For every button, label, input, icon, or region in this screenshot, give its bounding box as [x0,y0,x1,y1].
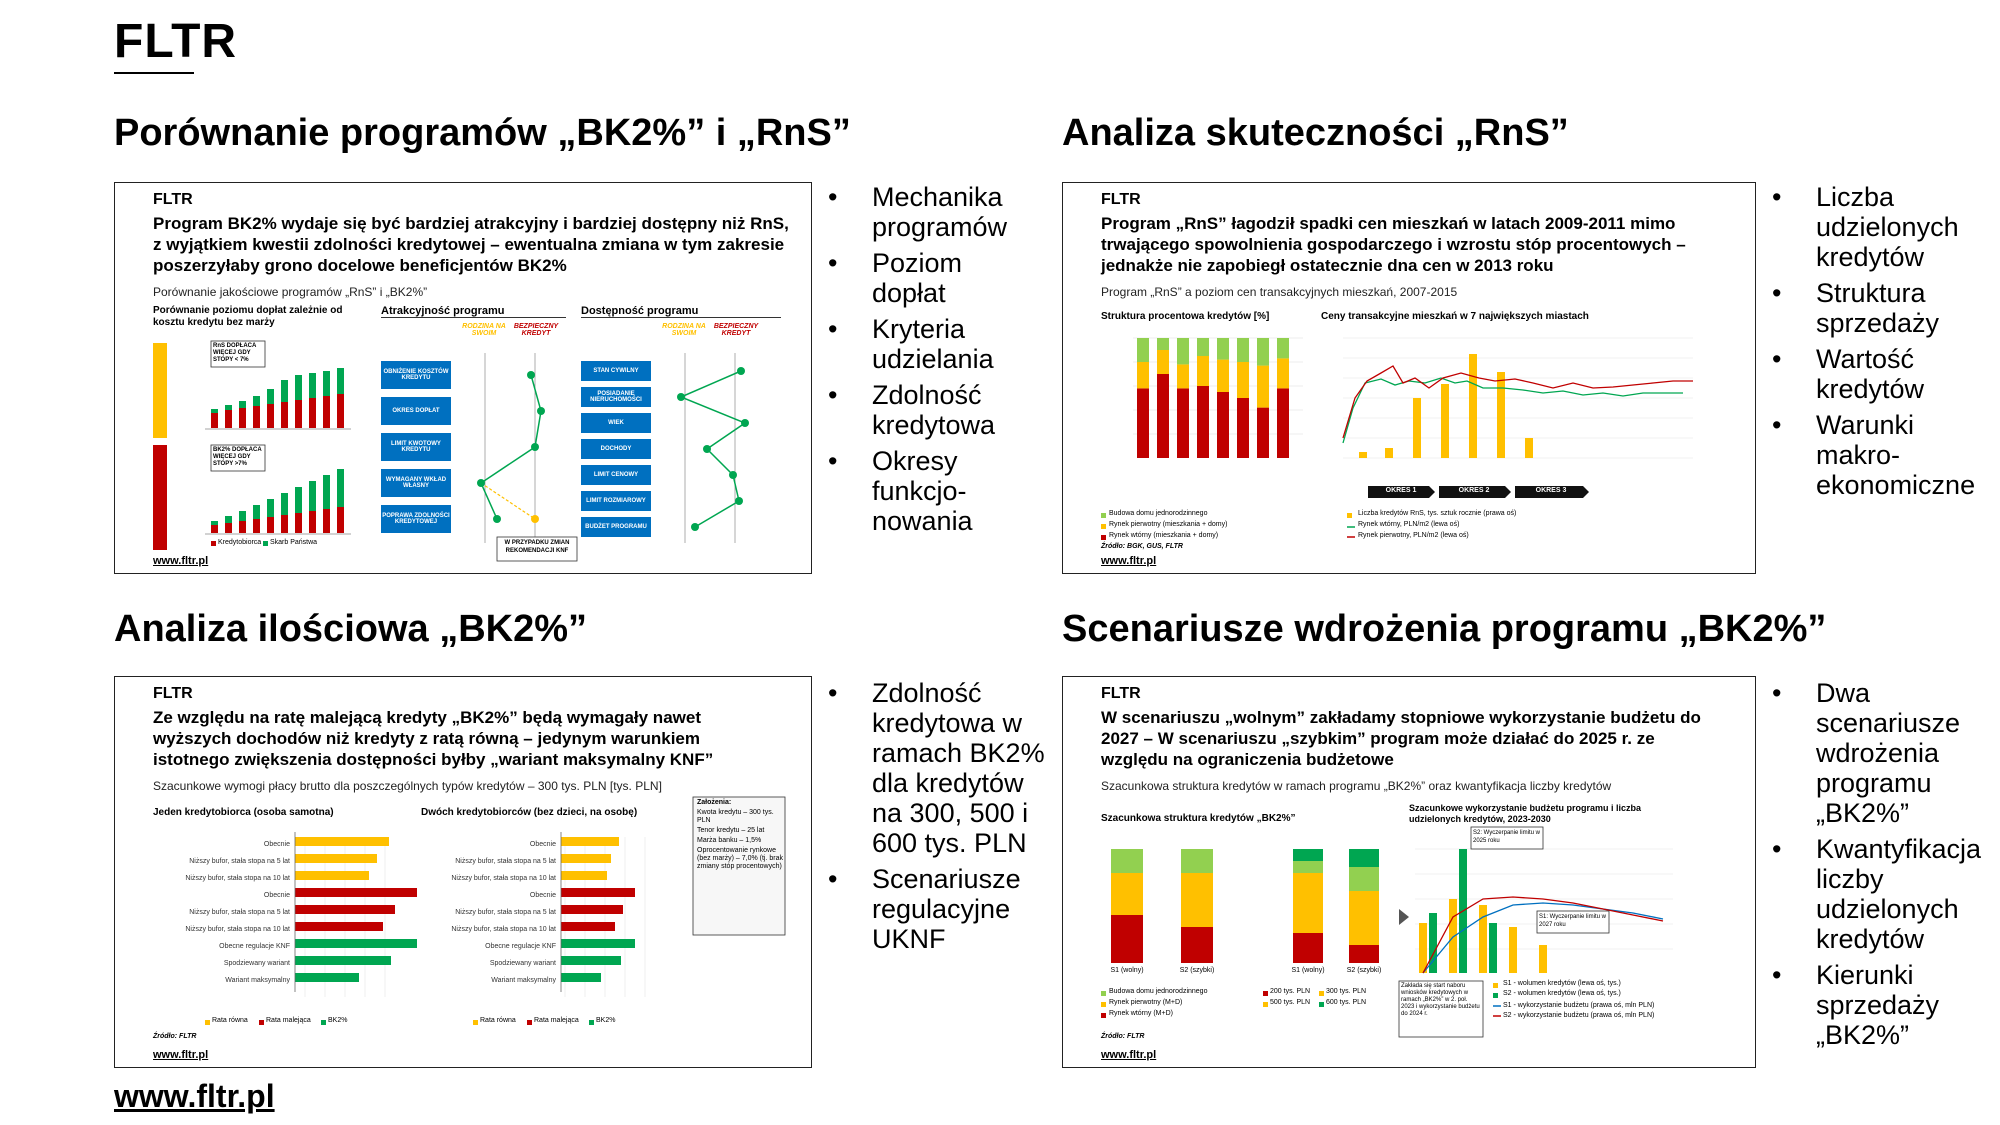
structure-bar-segment [1277,388,1289,458]
q2-legend-b2: Rynek pierwotny, PLN/m2 (lewa oś) [1358,532,1469,539]
q1-bullets [828,182,1028,542]
q1-thumb-headline: Program BK2% wydaje się być bardziej atrakcyjny i bardziej dostępny niż RnS, z wyjątkiem kwestii zdolności kredytowej – ewentualna zmiana w tym zakresie poszerzyłaby grono docelowe beneficjentów BK2% [153,214,789,275]
structure-bar-segment [1157,338,1169,350]
q4-legend-b0: 200 tys. PLN [1270,988,1311,995]
q4-structure-bars-2 [1293,849,1379,963]
q1-thumb-subtitle: Porównanie jakościowe programów „RnS” i „BK2%” [153,285,428,299]
q4-cat-1: S2 (szybki) [1179,967,1215,974]
q4-cat-3: S2 (szybki) [1346,967,1382,974]
q1-access-5: LIMIT ROZMIAROWY [586,498,646,504]
q2-period-2: OKRES 2 [1458,487,1490,494]
q4-bullet: • Kierunki sprzedaży „BK2%” [1772,960,1996,1050]
rns-stacked-bars [211,368,344,428]
structure-bar-segment [1237,362,1249,398]
q1-hdr-bk-a: BEZPIECZNY KREDYT [513,323,559,337]
q1-access-3: DOCHODY [600,446,632,452]
q3-bullet: • Zdolność kredytowa w ramach BK2% dla kredytów na 300, 500 i 600 tys. PLN [828,678,1048,858]
structure-bar-segment [1217,392,1229,458]
logo-underline [114,72,194,74]
rns-count-bar [1441,384,1449,458]
q2-bullet: • Struktura sprzedaży [1772,278,1992,338]
q1-col2-title: Atrakcyjność programu [381,305,566,318]
q1-col3-title: Dostępność programu [581,305,781,318]
q2-legend-b0: Liczba kredytów RnS, tys. sztuk rocznie (prawa oś) [1358,510,1517,517]
q4-thumb-logo: FLTR [1101,685,1141,702]
q3-row-labels-1: Obecnie Niższy bufor, stała stopa na 5 lat Niższy bufor, stała stopa na 10 lat Obecnie Niższy bufor, stała stopa na 5 lat Niższy bufor, stała stopa na 10 lat Obecne regulacje KNF Spodziewany wariant Wariant maksymalny [185,841,290,984]
q1-label-bk: BEZPIECZNY KREDYT 2% [143,444,150,532]
q3-slide-thumbnail[interactable] [114,676,812,1068]
rns-count-bar [1525,438,1533,458]
q3-bullet: • Scenariusze regulacyjne UKNF [828,864,1048,954]
q1-bullet: • Poziom dopłat [828,248,1028,308]
q2-period-3: OKRES 3 [1535,487,1567,494]
q3-legend-0: Rata równa [212,1017,248,1024]
q4-callout-s2: S2: Wyczerpanie limitu w 2025 roku [1473,830,1540,844]
q1-callout-rns: RnS DOPŁACA WIĘCEJ GDY STOPY < 7% [213,343,257,363]
structure-bar-segment [1277,338,1289,358]
q3-panel2-title: Dwóch kredytobiorców (bez dzieci, na osobę) [421,807,638,818]
q2-thumb-headline: Program „RnS” łagodził spadki cen mieszkań w latach 2009-2011 mimo trwającego spowolnienia gospodarczego i wzrostu stóp procentowych – jednakże nie zapobiegł ostatecznie dna cen w 2013 roku [1101,214,1686,275]
q1-col1-title: Porównanie poziomu dopłat zależnie od kosztu kredytu bez marży [153,305,343,328]
structure-bar-segment [1237,398,1249,458]
q4-legend-b1: 300 tys. PLN [1326,988,1367,995]
q4-cat-0: S1 (wolny) [1110,967,1144,974]
q2-bullet: • Wartość kredytów [1772,344,1992,404]
q2-legend-a2: Rynek wtórny (mieszkania + domy) [1109,532,1219,539]
structure-bar-segment [1137,338,1149,362]
brand-logo: FLTR [114,15,238,68]
panel1-bars [295,837,417,982]
q4-chart2-title: Szacunkowe wykorzystanie budżetu programu i liczba udzielonych kredytów, 2023-2030 [1409,803,1642,824]
q1-attract-0: OBNIŻENIE KOSZTÓW KREDYTU [383,369,449,381]
access-line [681,371,745,527]
primary-market-line [1343,366,1693,438]
q1-legend-1: Kredytobiorca [218,539,262,546]
bk-label-bar [153,445,167,550]
structure-bar-segment [1257,408,1269,458]
q3-title: Analiza ilościowa „BK2%” [114,608,588,650]
q2-thumb-subtitle: Program „RnS” a poziom cen transakcyjnych mieszkań, 2007-2015 [1101,285,1458,299]
q1-bullet: • Zdolność kredytowa [828,380,1028,440]
q4-legend-a2: Rynek wtórny (M+D) [1109,1010,1173,1017]
structure-bar-segment [1197,338,1209,356]
q1-bullet: • Mechanika programów [828,182,1028,242]
q3-legend-2b: BK2% [596,1017,616,1024]
q2-legend-a1: Rynek pierwotny (mieszkania + domy) [1109,521,1228,528]
rns-count-bars [1359,354,1533,458]
q4-assumption: Zakłada się start naboru wniosków kredytowych w ramach „BK2%” w 2. poł. 2023 i wykorzystanie budżetu do 2024 r. [1401,983,1480,1017]
q1-note: W PRZYPADKU ZMIAN REKOMENDACJI KNF [504,540,570,554]
q2-period-1: OKRES 1 [1385,487,1417,494]
q4-chart1-title: Szacunkowa struktura kredytów „BK2%” [1101,813,1296,824]
q3-source: Źródło: FLTR [153,1033,197,1040]
q3-legend-0b: Rata równa [480,1017,516,1024]
q3-panel1-title: Jeden kredytobiorca (osoba samotna) [153,807,334,818]
q3-thumb-logo: FLTR [153,685,193,702]
q1-slide-thumbnail[interactable] [114,182,812,574]
q2-slide-thumbnail[interactable] [1062,182,1756,574]
structure-bars [1137,338,1289,458]
q4-legend-c3: S2 - wykorzystanie budżetu (prawa oś, mln PLN) [1503,1012,1655,1019]
q3-thumb-subtitle: Szacunkowe wymogi płacy brutto dla poszczególnych typów kredytów – 300 tys. PLN [tys. PLN] [153,779,662,793]
q3-bullets [828,678,1048,960]
q4-thumb-url[interactable]: www.fltr.pl [1101,1049,1157,1061]
q4-legend-c0: S1 - wolumen kredytów (lewa oś, tys.) [1503,980,1621,987]
q3-legend-1: Rata malejąca [266,1017,311,1024]
q2-thumb-logo: FLTR [1101,191,1141,208]
q3-legend-2: BK2% [328,1017,348,1024]
q1-label-rns: RODZINA NA SWOIM [143,333,150,403]
q2-legend-b1: Rynek wtórny, PLN/m2 (lewa oś) [1358,521,1460,528]
q1-access-0: STAN CYWILNY [593,368,639,374]
q2-legend-a0: Budowa domu jednorodzinnego [1109,510,1208,517]
q1-access-4: LIMIT CENOWY [593,472,639,478]
q3-thumb-headline: Ze względu na ratę malejącą kredyty „BK2%” będą wymagały nawet wyższych dochodów niż kredyty z ratą równą – jedynym warunkiem istotnego zwiększenia dostępności byłby „wariant maksymalny KNF” [153,708,714,769]
q1-thumb-url[interactable]: www.fltr.pl [153,555,209,567]
structure-bar-segment [1217,360,1229,392]
q2-bullets [1772,182,1992,506]
q3-legend-1b: Rata malejąca [534,1017,579,1024]
panel2-bars [561,837,635,982]
q4-legend-a0: Budowa domu jednorodzinnego [1109,988,1208,995]
q1-hdr-rns-a: RODZINA NA SWOIM [462,323,506,337]
structure-bar-segment [1217,338,1229,360]
rns-count-bar [1413,398,1421,458]
rns-count-bar [1497,372,1505,458]
structure-bar-segment [1137,388,1149,458]
q4-legend-c1: S2 - wolumen kredytów (lewa oś, tys.) [1503,990,1621,997]
structure-bar-segment [1257,366,1269,408]
q1-access-6: BUDŻET PROGRAMU [585,524,647,530]
q4-thumb-headline: W scenariuszu „wolnym” zakładamy stopniowe wykorzystanie budżetu do 2027 – W scenariuszu „szybkim” program może działać do 2025 r. ze względu na ograniczenia budżetowe [1101,708,1701,769]
secondary-market-line [1343,378,1683,443]
q4-thumb-subtitle: Szacunkowa struktura kredytów w ramach programu „BK2%” oraz kwantyfikacja liczby kredytów [1101,779,1612,793]
structure-bar-segment [1177,364,1189,388]
q1-title: Porównanie programów „BK2%” i „RnS” [114,112,851,154]
q3-row-labels-2: Obecnie Niższy bufor, stała stopa na 5 lat Niższy bufor, stała stopa na 10 lat Obecnie Niższy bufor, stała stopa na 5 lat Niższy bufor, stała stopa na 10 lat Obecne regulacje KNF Spodziewany wariant Wariant maksymalny [451,841,556,984]
q1-legend-2: Skarb Państwa [270,539,318,546]
q1-attract-2: LIMIT KWOTOWY KREDYTU [391,441,441,453]
q1-bullet: • Okresy funkcjo-nowania [828,446,1028,536]
rns-label-bar [153,343,167,438]
q3-thumb-url[interactable]: www.fltr.pl [153,1049,209,1061]
bk-stacked-bars [211,469,344,533]
q3-assumptions: Założenia: Kwota kredytu – 300 tys. PLN Tenor kredytu – 25 lat Marża banku – 1,5% Oprocentowanie rynkowe (bez marży) – 7,0% (tj. brak zmiany stóp procentowych) [697,799,783,870]
rns-count-bar [1359,452,1367,458]
q4-slide-thumbnail[interactable] [1062,676,1756,1068]
q4-bullets [1772,678,1996,1056]
q1-access-2: WIEK [608,420,624,426]
structure-bar-segment [1177,338,1189,364]
q1-attract-4: POPRAWA ZDOLNOŚCI KREDYTOWEJ [382,513,450,525]
q1-thumb-logo: FLTR [153,191,193,208]
q4-legend-a1: Rynek pierwotny (M+D) [1109,999,1183,1006]
q2-chart2-title: Ceny transakcyjne mieszkań w 7 największych miastach [1321,311,1589,322]
q4-bullet: • Dwa scenariusze wdrożenia programu „BK2%” [1772,678,1996,828]
q4-source: Źródło: FLTR [1101,1033,1145,1040]
structure-bar-segment [1177,388,1189,458]
q4-legend-b3: 600 tys. PLN [1326,999,1367,1006]
q2-chart1-title: Struktura procentowa kredytów [%] [1101,311,1270,322]
q4-legend-b2: 500 tys. PLN [1270,999,1311,1006]
q2-bullet: • Warunki makro-ekonomiczne [1772,410,1992,500]
structure-bar-segment [1257,338,1269,366]
q4-structure-bars-1 [1111,849,1213,963]
structure-bar-segment [1157,350,1169,374]
q4-cat-2: S1 (wolny) [1291,967,1325,974]
structure-bar-segment [1237,338,1249,362]
q1-attract-3: WYMAGANY WKŁAD WŁASNY [385,477,447,489]
q1-access-1: POSIADANIE NIERUCHOMOŚCI [590,391,642,403]
structure-bar-segment [1157,374,1169,458]
rns-count-bar [1385,448,1393,458]
q1-callout-bk: BK2% DOPŁACA WIĘCEJ GDY STOPY >7% [213,447,262,467]
q4-callout-s1: S1: Wyczerpanie limitu w 2027 roku [1539,914,1606,928]
rns-count-bar [1469,354,1477,458]
structure-bar-segment [1197,356,1209,386]
q1-bullet: • Kryteria udzielania [828,314,1028,374]
q1-hdr-bk-b: BEZPIECZNY KREDYT [713,323,759,337]
structure-bar-segment [1197,386,1209,458]
q2-title: Analiza skuteczności „RnS” [1062,112,1569,154]
q4-title: Scenariusze wdrożenia programu „BK2%” [1062,608,1827,650]
structure-bar-segment [1137,362,1149,388]
q4-bullet: • Kwantyfikacja liczby udzielonych kredytów [1772,834,1996,954]
q1-attract-1: OKRES DOPŁAT [392,408,440,414]
footer-url[interactable]: www.fltr.pl [114,1078,275,1114]
q4-legend-c2: S1 - wykorzystanie budżetu (prawa oś, mln PLN) [1503,1002,1655,1009]
q2-bullet: • Liczba udzielonych kredytów [1772,182,1992,272]
q2-source: Źródło: BGK, GUS, FLTR [1101,543,1183,550]
q1-hdr-rns-b: RODZINA NA SWOIM [662,323,706,337]
structure-bar-segment [1277,358,1289,388]
q2-thumb-url[interactable]: www.fltr.pl [1101,555,1157,567]
